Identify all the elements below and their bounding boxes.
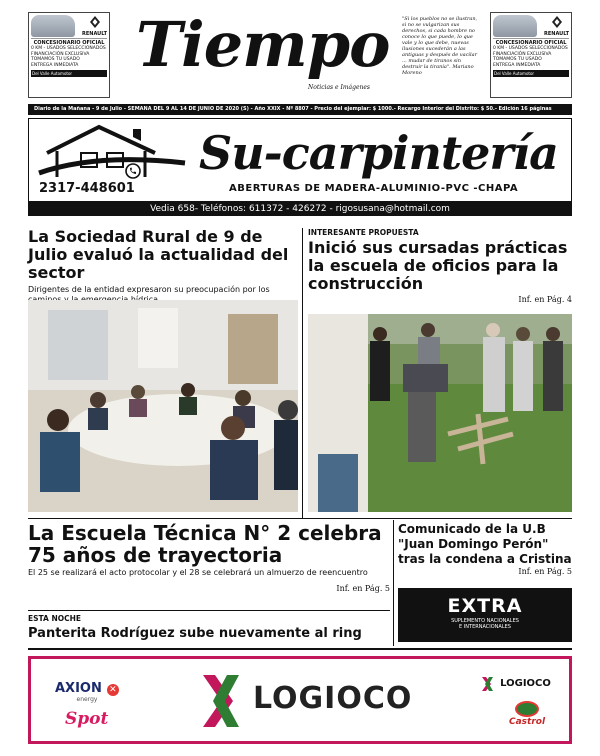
article-headline: Inició sus cursadas prácticas la escuela de oficios para la construcción [308, 238, 568, 293]
moreno-quote: "Si los pueblos no se ilustran, si no se vulgarizan sus derechos, si cada hombre no conoce lo que puede, lo que vale y lo que debe, nuevas ilusiones sucederán a las antiguas y después de vacilar ... mudar de tiranos sin destruir la tiranía". Mariano Moreno [402, 16, 478, 76]
article-escuela-oficios[interactable] [308, 228, 572, 304]
masthead-subtitle: Noticias e Imágenes [308, 84, 371, 91]
page-reference: Inf. en Pág. 5 [518, 567, 572, 576]
logioco-k-icon [199, 673, 251, 729]
logioco-k-small-icon [481, 676, 495, 692]
car-image [31, 15, 75, 37]
extra-title: EXTRA [447, 595, 523, 617]
article-kicker: ESTA NOCHE [28, 614, 82, 623]
article-panterita[interactable] [28, 614, 390, 641]
carpinteria-name: Su-carpintería [199, 126, 558, 180]
section-divider [28, 648, 572, 650]
castrol-logo: Castrol [509, 701, 545, 727]
ad-footer: Del Valle Automotor [31, 70, 107, 77]
section-divider [28, 518, 572, 519]
article-headline: La Escuela Técnica N° 2 celebra 75 años de trayectoria [28, 521, 382, 567]
article-escuela-tecnica[interactable] [28, 522, 390, 593]
logioco-small-logo: LOGIOCO [481, 673, 551, 692]
whatsapp-icon [125, 163, 141, 179]
logioco-main-logo: LOGIOCO [253, 681, 413, 716]
contact-bar: Vedia 658- Teléfonos: 611372 - 426272 - rigosusana@hotmail.com [28, 202, 572, 216]
ad-footer: Del Valle Automotor [493, 70, 569, 77]
ad-items: 0 KM - USADOS SELECCIONADOS FINANCIACIÓN EXCLUSIVA TOMAMOS TU USADO ENTREGA INMEDIATA [493, 46, 568, 68]
article-deck: Dirigentes de la entidad expresaron su preocupación por los [28, 285, 270, 294]
axion-logo: AXION ✕ energy [55, 677, 119, 703]
section-divider [28, 610, 390, 611]
article-headline: Comunicado de la U.B "Juan Domingo Perón" tras la condena a Cristina [398, 522, 572, 566]
article-deck: El 25 se realizará el acto protocolar y el 28 se celebrará un almuerzo de reencuentro [28, 568, 368, 577]
renault-logo: RENAULT [82, 15, 107, 37]
masthead[interactable] [136, 8, 390, 94]
carpinteria-ad[interactable] [28, 118, 572, 202]
ad-title: CONCESIONARIO OFICIAL [493, 38, 569, 46]
page-reference: Inf. en Pág. 4 [518, 295, 572, 304]
castrol-emblem-icon [515, 701, 539, 717]
extra-supplement-box[interactable] [398, 588, 572, 642]
axion-x-icon: ✕ [107, 684, 119, 696]
article-headline: Panterita Rodríguez sube nuevamente al ring [28, 626, 362, 641]
oficios-practice-photo [308, 314, 572, 512]
article-kicker: INTERESANTE PROPUESTA [308, 228, 419, 237]
ad-title: CONCESIONARIO OFICIAL [31, 38, 107, 46]
page-reference: Inf. en Pág. 5 [336, 584, 390, 593]
masthead-title: Tiempo [136, 8, 390, 81]
extra-subtitle: SUPLEMENTO NACIONALES E INTERNACIONALES [451, 618, 519, 630]
renault-logo: RENAULT [544, 15, 569, 37]
carpinteria-tagline: ABERTURAS DE MADERA-ALUMINIO-PVC -CHAPA [229, 183, 519, 194]
rural-meeting-photo [28, 300, 298, 512]
column-divider [302, 228, 303, 518]
logioco-ad[interactable] [28, 656, 572, 744]
car-image [493, 15, 537, 37]
house-icon [37, 123, 187, 179]
left-dealer-ad[interactable] [28, 12, 110, 98]
ad-items: 0 KM - USADOS SELECCIONADOS FINANCIACIÓN EXCLUSIVA TOMAMOS TU USADO ENTREGA INMEDIATA [31, 46, 106, 68]
dateline-bar: Diario de la Mañana - 9 de Julio - SEMANA DEL 9 AL 14 DE JUNIO DE 2020 (S) - Año XXIX - Nº 8807 - Precio del ejemplar: $ 1000.- Recargo Interior del Distrito: $ 50.- Edición 16 páginas [28, 104, 572, 115]
article-ub-comunicado[interactable] [398, 522, 572, 576]
right-dealer-ad[interactable] [490, 12, 572, 98]
spot-logo: Spot [65, 709, 109, 729]
column-divider [393, 520, 394, 646]
article-headline: La Sociedad Rural de 9 de Julio evaluó la actualidad del sector [28, 227, 289, 282]
phone-number: 2317-448601 [39, 181, 135, 196]
